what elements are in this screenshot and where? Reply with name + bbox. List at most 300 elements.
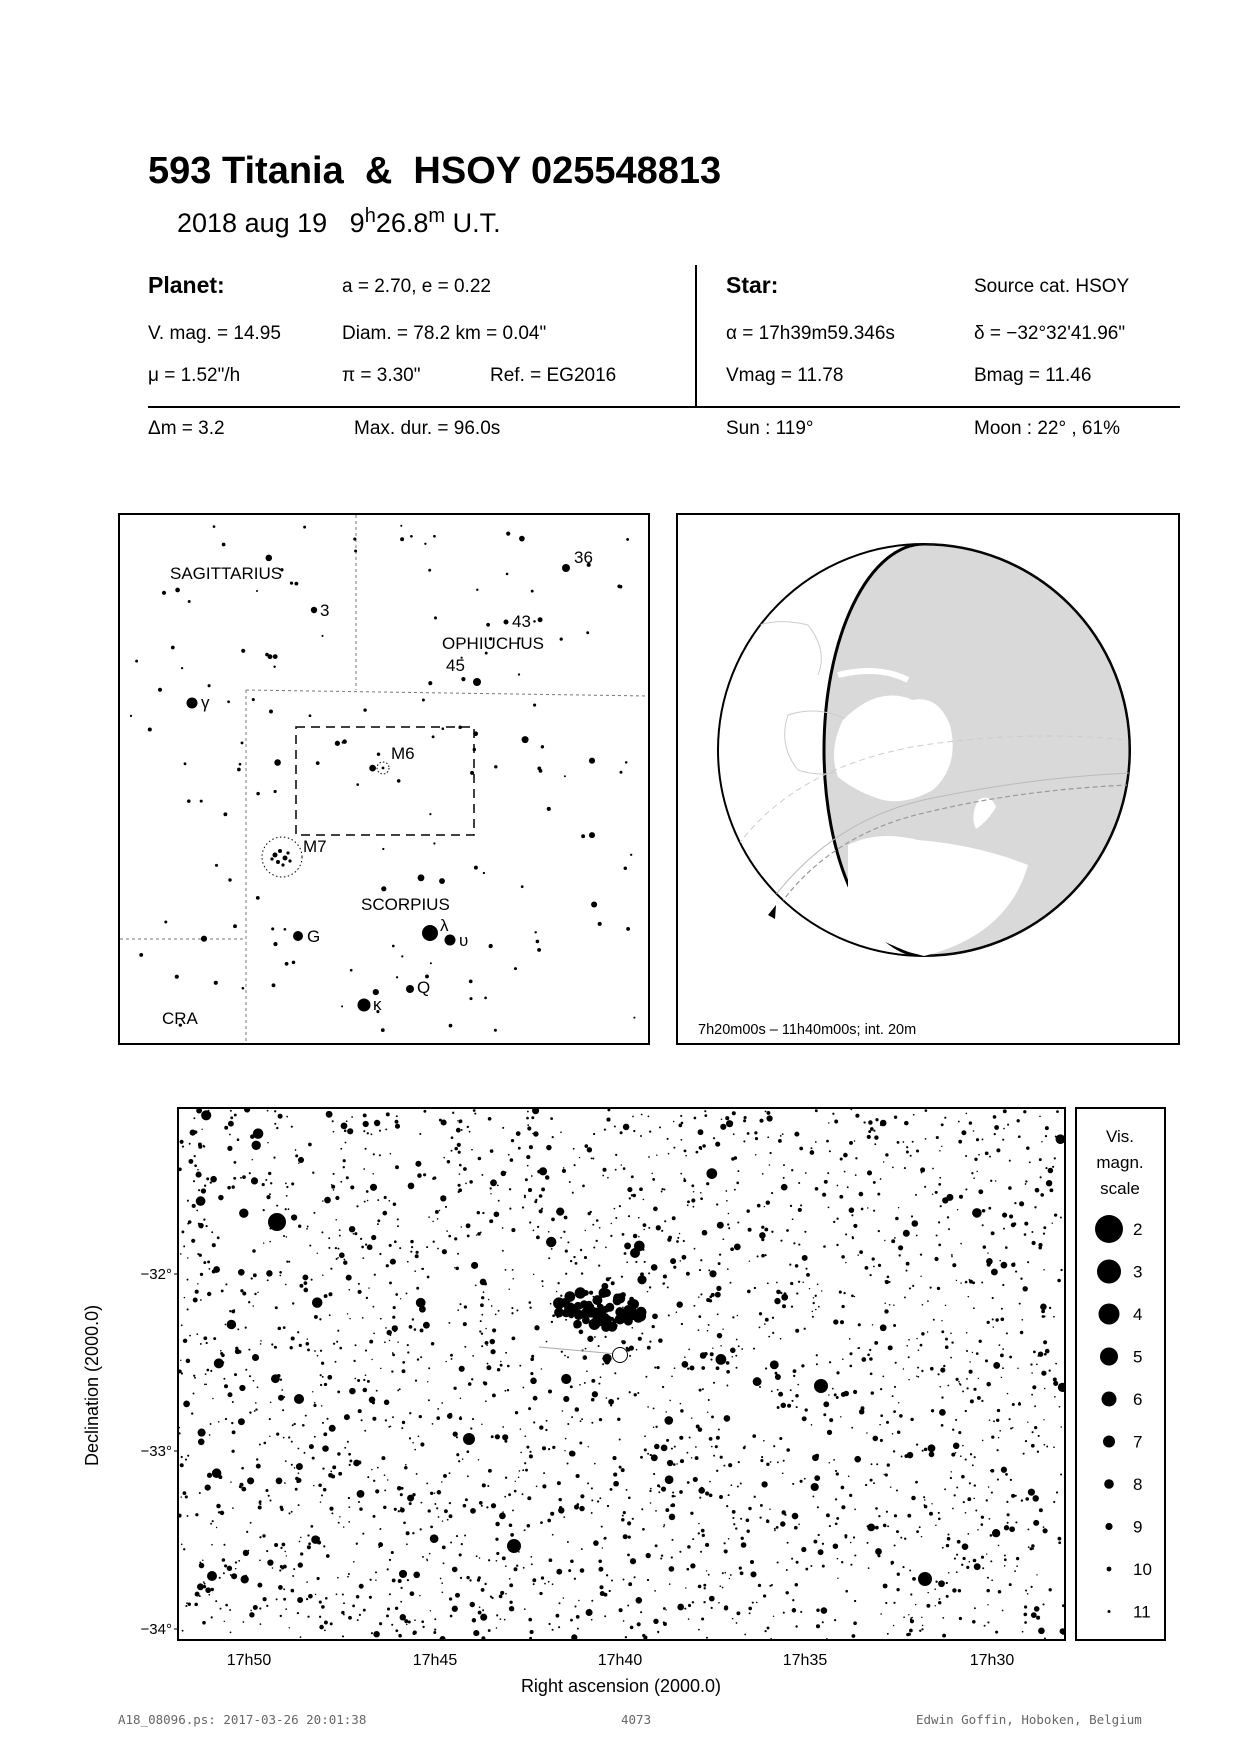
star-dot: [945, 1338, 948, 1341]
star-dot: [309, 1245, 311, 1247]
star-dot: [531, 1175, 533, 1177]
star-dot: [715, 1292, 721, 1298]
star-dot: [802, 1281, 804, 1283]
star-dot: [759, 1119, 763, 1123]
star-dot: [469, 1180, 473, 1184]
star-dot: [400, 1508, 405, 1513]
star-dot: [702, 1144, 705, 1147]
star-dot: [409, 1412, 411, 1414]
star-dot: [502, 1127, 504, 1129]
star-dot: [483, 872, 485, 874]
star-dot: [880, 1439, 883, 1442]
star-dot: [1032, 1431, 1034, 1433]
star-dot: [335, 741, 340, 746]
star-dot: [574, 1164, 576, 1166]
star-dot: [724, 1606, 728, 1610]
star-dot: [238, 1269, 245, 1276]
star-dot: [924, 1186, 926, 1188]
star-dot: [698, 1532, 700, 1534]
star-dot: [328, 1237, 330, 1239]
star-dot: [632, 1518, 634, 1520]
star-dot: [771, 1390, 773, 1392]
star-dot: [576, 1615, 580, 1619]
star-dot: [874, 1135, 878, 1139]
star-dot: [720, 1345, 722, 1347]
star-dot: [542, 1446, 546, 1450]
star-dot: [522, 1206, 524, 1208]
star-dot: [390, 1153, 392, 1155]
star-dot: [947, 1385, 949, 1387]
star-dot: [736, 1622, 738, 1624]
star-dot: [363, 1130, 365, 1132]
star-dot: [614, 1372, 616, 1374]
star-dot: [961, 1475, 965, 1479]
star-dot: [938, 1244, 941, 1247]
star-dot: [607, 1505, 609, 1507]
star-dot: [871, 1463, 873, 1465]
star-dot: [624, 866, 628, 870]
star-dot: [406, 1292, 408, 1294]
star-dot: [878, 1515, 880, 1517]
star-dot: [371, 1359, 372, 1360]
star-dot: [595, 1318, 604, 1327]
star-dot: [872, 1324, 873, 1325]
star-dot: [828, 1122, 829, 1123]
finder-chart: [118, 513, 650, 1045]
star-dot: [804, 1478, 806, 1480]
star-dot: [418, 1435, 420, 1437]
star-dot: [746, 1529, 749, 1532]
star-dot: [340, 1181, 342, 1183]
star-dot: [973, 1307, 975, 1309]
star-dot: [581, 834, 585, 838]
star-dot: [542, 1484, 546, 1488]
star-dot: [934, 1588, 936, 1590]
star-dot: [998, 1437, 1000, 1439]
legend-mag-label: 7: [1133, 1432, 1143, 1452]
star-dot: [183, 1245, 185, 1247]
star-dot: [565, 1273, 567, 1275]
star-dot: [834, 1619, 836, 1621]
star-dot: [462, 1458, 464, 1460]
star-dot: [716, 1203, 718, 1205]
star-dot: [430, 1492, 433, 1495]
star-dot: [488, 1559, 490, 1561]
star-dot: [581, 1418, 583, 1420]
star-dot: [966, 1378, 968, 1380]
star-dot: [224, 1564, 227, 1567]
event-time-minutes: 26.8: [375, 208, 429, 238]
star-dot: [898, 1245, 903, 1250]
star-dot: [193, 1117, 195, 1119]
star-dot: [412, 1318, 414, 1320]
star-dot: [205, 1373, 207, 1375]
star-dot: [363, 1168, 365, 1170]
star-dot: [499, 1513, 506, 1520]
star-dot: [522, 736, 529, 743]
star-dot: [1058, 1537, 1062, 1541]
star-dot: [490, 1149, 494, 1153]
star-dot: [599, 1227, 601, 1229]
star-dot: [326, 1554, 330, 1558]
star-dot: [698, 1523, 699, 1524]
star-dot: [473, 1630, 479, 1636]
star-dot: [1028, 1489, 1035, 1496]
star-dot: [727, 1223, 729, 1225]
star-dot: [1012, 1403, 1015, 1406]
star-dot: [673, 1463, 676, 1466]
star-dot: [391, 1551, 394, 1554]
star-dot: [857, 1254, 858, 1255]
star-dot: [709, 1270, 716, 1277]
star-dot: [454, 1237, 457, 1240]
star-dot: [894, 1237, 896, 1239]
star-dot: [677, 1237, 679, 1239]
star-dot: [263, 1242, 264, 1243]
star-dot: [661, 1445, 668, 1452]
star-dot: [1044, 1388, 1046, 1390]
y-tick-label: −34°: [140, 1621, 172, 1638]
star-dot: [643, 1223, 647, 1227]
star-dot: [456, 1453, 459, 1456]
star-dot: [196, 1172, 202, 1178]
star-dot: [528, 1407, 531, 1410]
star-dot: [598, 1345, 600, 1347]
star-dot: [410, 535, 413, 538]
star-dot: [728, 1213, 730, 1215]
star-dot: [898, 1207, 899, 1208]
star-dot: [982, 1567, 984, 1569]
star-dot: [740, 1518, 742, 1520]
star-dot: [1000, 1317, 1004, 1321]
star-dot: [623, 1534, 628, 1539]
star-dot: [777, 1461, 779, 1463]
star-dot: [676, 1240, 679, 1243]
star-dot: [339, 1252, 345, 1258]
star-dot: [802, 1416, 807, 1421]
star-dot: [795, 1264, 799, 1268]
star-dot: [286, 1236, 288, 1238]
star-dot: [322, 1274, 323, 1275]
boundary-line: [246, 690, 648, 696]
star-dot: [211, 1544, 213, 1546]
star-dot: [395, 1124, 400, 1129]
star-dot: [680, 1115, 682, 1117]
star-dot: [974, 1456, 976, 1458]
star-dot: [651, 1173, 653, 1175]
star-dot: [302, 1274, 308, 1280]
star-dot: [523, 1387, 525, 1389]
star-dot: [578, 1600, 580, 1602]
star-dot: [330, 1622, 333, 1625]
star-dot: [586, 1311, 593, 1318]
star-dot: [402, 1361, 405, 1364]
star-dot: [435, 1210, 439, 1214]
star-dot: [1027, 1261, 1029, 1263]
star-dot: [793, 1242, 795, 1244]
star-dot: [495, 1522, 499, 1526]
star-dot: [336, 1341, 338, 1343]
star-dot: [227, 1146, 232, 1151]
star-dot: [833, 1221, 835, 1223]
star-dot: [1025, 1183, 1027, 1185]
star-dot: [664, 1189, 666, 1191]
star-dot: [613, 1473, 617, 1477]
star-dot: [792, 1608, 797, 1613]
star-dot: [682, 1361, 689, 1368]
star-dot: [420, 1328, 424, 1332]
star-dot: [644, 1448, 647, 1451]
star-dot: [363, 1121, 369, 1127]
star-dot: [250, 1522, 252, 1524]
star-dot: [217, 1236, 220, 1239]
star-dot: [950, 1357, 952, 1359]
star-dot: [377, 1223, 379, 1225]
star-dot: [381, 886, 386, 891]
star-dot: [1021, 1499, 1023, 1501]
star-dot: [687, 1545, 691, 1549]
star-dot: [347, 1441, 349, 1443]
star-dot: [1023, 1613, 1027, 1617]
star-dot: [350, 969, 353, 972]
star-dot: [633, 1017, 635, 1019]
star-dot: [945, 1305, 946, 1306]
star-dot: [653, 1407, 655, 1409]
star-dot: [240, 1177, 242, 1179]
star-dot: [183, 1548, 185, 1550]
star-dot: [212, 1520, 214, 1522]
star-dot: [481, 1345, 483, 1347]
star-dot: [214, 1358, 224, 1368]
star-dot: [466, 1223, 471, 1228]
star-dot: [938, 1183, 941, 1186]
star-dot: [754, 1287, 756, 1289]
star-dot: [197, 1169, 199, 1171]
star-dot: [220, 1608, 222, 1610]
star-dot: [683, 1240, 685, 1242]
star-dot: [879, 1424, 881, 1426]
star-dot: [605, 1247, 607, 1249]
star-dot: [850, 1564, 852, 1566]
star-dot: [987, 1252, 988, 1253]
star-dot: [570, 1385, 573, 1388]
star-dot: [991, 1269, 998, 1276]
star-dot: [990, 1560, 992, 1562]
star-dot: [536, 1236, 540, 1240]
star-dot: [546, 1341, 548, 1343]
star-dot: [643, 1229, 645, 1231]
star-dot: [522, 1493, 524, 1495]
star-dot: [338, 1472, 342, 1476]
star-dot: [181, 1324, 183, 1326]
star-dot: [998, 1590, 1002, 1594]
star-dot: [478, 1611, 482, 1615]
star-dot: [449, 1597, 452, 1600]
star-dot: [467, 1475, 469, 1477]
label-kappa: κ: [373, 995, 382, 1014]
star-dot: [433, 1631, 436, 1634]
star-dot: [257, 1583, 262, 1588]
constellation-boundaries: [120, 515, 648, 1043]
star-dot: [747, 1290, 751, 1294]
star-dot: [730, 1574, 732, 1576]
star-dot: [239, 1209, 248, 1218]
star-dot: [299, 1344, 302, 1347]
star-dot: [224, 1384, 228, 1388]
star-dot: [385, 1419, 387, 1421]
star-dot: [347, 1313, 348, 1314]
star-dot: [587, 1336, 593, 1342]
star-dot: [324, 1294, 328, 1298]
star-dot: [534, 931, 536, 933]
star-dot: [521, 885, 524, 888]
star-dot: [999, 1430, 1001, 1432]
star-dot: [910, 1155, 912, 1157]
star-dot: [766, 1200, 770, 1204]
star-dot: [239, 1485, 242, 1488]
star-dot: [821, 1607, 828, 1614]
star-dot: [220, 1350, 222, 1352]
star-dot: [985, 1151, 989, 1155]
star-dot: [607, 1322, 617, 1332]
star-dot: [1060, 1426, 1062, 1428]
star-dot: [286, 1116, 288, 1118]
star-dot: [1024, 1233, 1027, 1236]
star-dot: [420, 1528, 422, 1530]
star-dot: [297, 1331, 299, 1333]
star-dot: [815, 1309, 817, 1311]
star-dot: [187, 1257, 188, 1258]
finder-star: [270, 857, 273, 860]
star-dot: [344, 1130, 347, 1133]
star-dot: [496, 1627, 498, 1629]
star-dot: [674, 1446, 676, 1448]
star-dot: [718, 1429, 720, 1431]
star-dot: [904, 1296, 906, 1298]
star-dot: [834, 1393, 837, 1396]
star-dot: [829, 1361, 831, 1363]
star-dot: [501, 1171, 506, 1176]
star-dot: [719, 1585, 721, 1587]
star-dot: [1028, 1546, 1030, 1548]
star-dot: [193, 1298, 198, 1303]
star-dot: [767, 1282, 769, 1284]
star-dot: [371, 1469, 372, 1470]
star-dot: [739, 1567, 742, 1570]
star-dot: [671, 1503, 675, 1507]
star-dot: [894, 1386, 896, 1388]
star-dot: [331, 1185, 335, 1189]
star-dot: [778, 1139, 782, 1143]
star-dot: [249, 1612, 254, 1617]
star-dot: [464, 1504, 466, 1506]
star-dot: [312, 1297, 323, 1308]
chart-star-field: [179, 1109, 1064, 1639]
star-dot: [540, 1521, 543, 1524]
star-dot: [529, 1145, 533, 1149]
star-dot: [924, 1448, 928, 1452]
star-dot: [853, 1621, 857, 1625]
star-dot: [308, 1143, 312, 1147]
star-dot: [216, 1527, 217, 1528]
star-dot: [500, 1618, 502, 1620]
star-dot: [282, 1543, 286, 1547]
star-dot: [1010, 1427, 1012, 1429]
star-dot: [500, 1591, 504, 1595]
star-dot: [372, 1173, 374, 1175]
star-dot: [470, 1427, 472, 1429]
star-dot: [908, 1356, 910, 1358]
star-dot: [373, 1153, 375, 1155]
star-dot: [452, 1606, 458, 1612]
star-dot: [818, 1534, 820, 1536]
star-dot: [719, 1495, 723, 1499]
star-dot: [243, 1550, 249, 1556]
star-dot: [669, 1583, 671, 1585]
star-dot: [206, 1342, 208, 1344]
star-dot: [619, 1466, 622, 1469]
star-dot: [813, 1297, 814, 1298]
star-dot: [1034, 1405, 1036, 1407]
star-dot: [512, 1269, 514, 1271]
star-dot: [699, 1146, 702, 1149]
star-dot: [1002, 1284, 1004, 1286]
star-dot: [976, 1352, 979, 1355]
legend-mag-label: 2: [1133, 1220, 1143, 1239]
star-dot: [740, 1571, 744, 1575]
star-dot: [593, 1540, 599, 1546]
star-dot: [527, 1165, 529, 1167]
star-dot: [271, 927, 274, 930]
star-dot: [974, 1158, 977, 1161]
star-dot: [369, 1596, 372, 1599]
star-dot: [392, 1352, 394, 1354]
star-dot: [1009, 1160, 1011, 1162]
star-dot: [283, 1235, 285, 1237]
star-dot: [273, 654, 278, 659]
star-dot: [564, 1450, 565, 1451]
star-dot: [812, 1311, 814, 1313]
star-dot: [720, 1124, 726, 1130]
star-dot: [845, 1590, 848, 1593]
star-dot: [237, 1138, 240, 1141]
star-dot: [359, 1507, 363, 1511]
star-dot: [198, 1223, 204, 1229]
star-dot: [717, 1313, 719, 1315]
star-dot: [581, 1272, 583, 1274]
star-dot: [1039, 1508, 1043, 1512]
star-dot: [939, 1598, 941, 1600]
globe-caption: 7h20m00s – 11h40m00s; int. 20m: [698, 1022, 917, 1038]
star-dot: [292, 1424, 294, 1426]
star-dot: [717, 1222, 724, 1229]
star-dot: [181, 1543, 183, 1545]
star-dot: [800, 1611, 802, 1613]
star-dot: [991, 1469, 995, 1473]
star-dot: [726, 1370, 730, 1374]
star-dot: [895, 1362, 897, 1364]
star-dot: [717, 1333, 722, 1338]
star-dot: [659, 1126, 661, 1128]
star-dot: [548, 1257, 550, 1259]
star-dot: [443, 1474, 447, 1478]
star-dot: [283, 1437, 285, 1439]
star-dot: [519, 536, 525, 542]
star-dot: [573, 1320, 582, 1329]
star-dot: [321, 635, 323, 637]
star-dot: [623, 1167, 626, 1170]
star-dot: [433, 1176, 436, 1179]
